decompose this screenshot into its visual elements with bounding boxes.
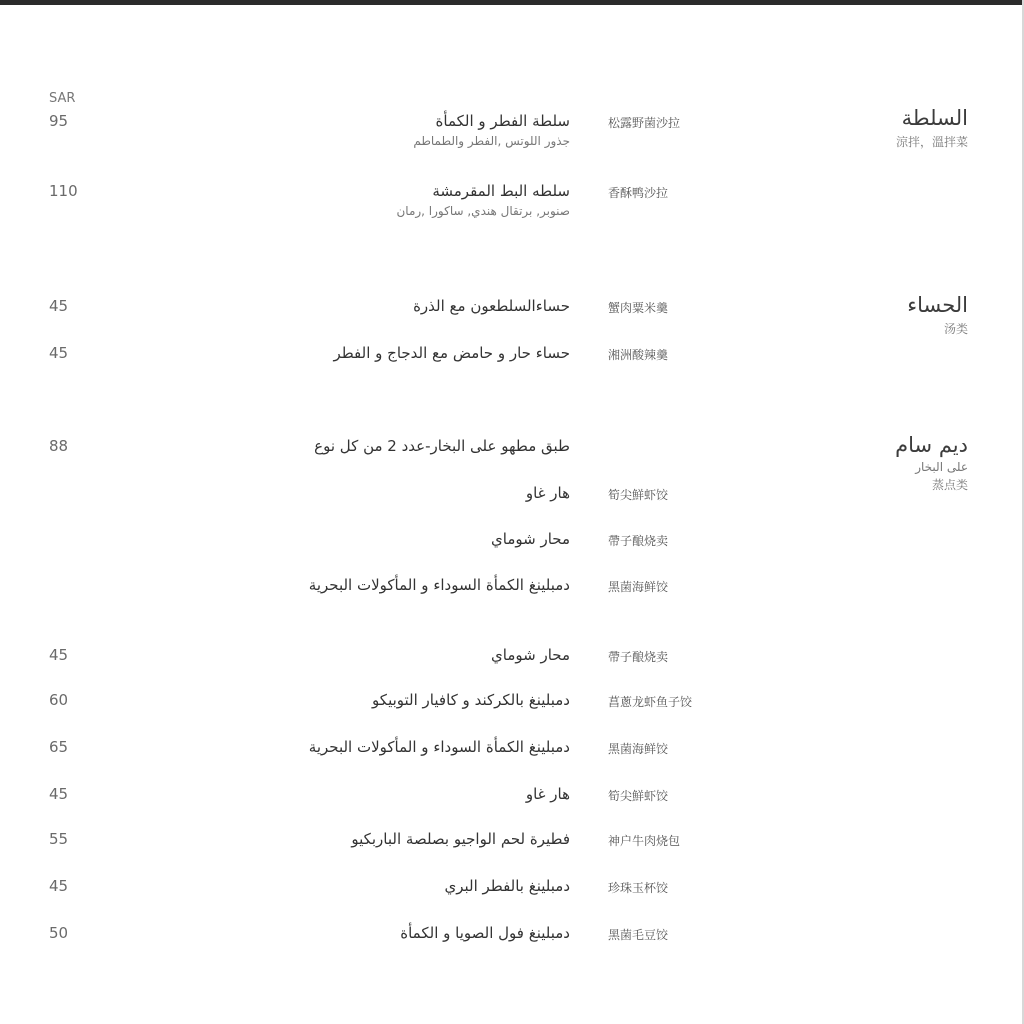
item-price: 45 <box>49 344 69 362</box>
item-description: جذور اللوتس ,الفطر والطماطم <box>413 134 570 148</box>
item-price: 45 <box>49 646 69 664</box>
item-name: دمبلينغ الكمأة السوداء و المأكولات البحرية <box>308 738 570 756</box>
item-chinese-name: 珍珠玉杯饺 <box>608 881 669 895</box>
item-price: 45 <box>49 785 69 803</box>
menu-item <box>0 484 1024 510</box>
item-description: صنوبر, برتقال هندي, ساكورا ,رمان <box>396 204 570 218</box>
menu-item <box>0 344 1024 370</box>
item-price: 60 <box>49 691 69 709</box>
item-chinese-name: 松露野菌沙拉 <box>608 116 681 130</box>
item-chinese-name: 帶子酿烧卖 <box>608 534 669 548</box>
menu-item <box>0 877 1024 903</box>
item-chinese-name: 湘洲酸辣羹 <box>608 348 669 362</box>
menu-item <box>0 297 1024 323</box>
menu-item <box>0 830 1024 856</box>
item-name: دمبلينغ فول الصويا و الكمأة <box>400 924 570 942</box>
menu-item <box>0 646 1024 672</box>
item-chinese-name: 神户牛肉烧包 <box>608 834 681 848</box>
item-name: دمبلينغ بالفطر البري <box>444 877 570 895</box>
item-name: محار شوماي <box>491 530 570 548</box>
item-price: 110 <box>49 182 78 200</box>
item-name: هار غاو <box>525 484 570 502</box>
item-price: 95 <box>49 112 69 130</box>
item-chinese-name: 黑菌毛豆饺 <box>608 928 669 942</box>
item-name: حساءالسلطعون مع الذرة <box>413 297 570 315</box>
menu-item <box>0 738 1024 764</box>
category-subtitle: على البخار <box>915 460 968 474</box>
item-name: فطيرة لحم الواجيو بصلصة الباربكيو <box>351 830 570 848</box>
item-name: سلطه البط المقرمشة <box>432 182 570 200</box>
item-chinese-name: 筍尖鮮虾饺 <box>608 789 669 803</box>
menu-item <box>0 182 1024 218</box>
item-name: حساء حار و حامض مع الدجاج و الفطر <box>333 344 570 362</box>
item-name: محار شوماي <box>491 646 570 664</box>
item-price: 45 <box>49 877 69 895</box>
menu-item <box>0 924 1024 950</box>
menu-item <box>0 437 1024 463</box>
item-chinese-name: 黑菌海鲜饺 <box>608 742 669 756</box>
category-subtitle: 涼拌，溫拌菜 <box>895 135 968 149</box>
item-name: سلطة الفطر و الكمأة <box>435 112 570 130</box>
item-chinese-name: 黑菌海鲜饺 <box>608 580 669 594</box>
item-chinese-name: 筍尖鮮虾饺 <box>608 488 669 502</box>
item-chinese-name: 蟹肉粟米羹 <box>608 301 669 315</box>
item-price: 88 <box>49 437 69 455</box>
category-title: ديم سام <box>895 433 968 457</box>
item-chinese-name: 帶子酿烧卖 <box>608 650 669 664</box>
item-chinese-name: 香酥鸭沙拉 <box>608 186 669 200</box>
item-chinese-name: 菖蔥龙虾鱼子饺 <box>608 695 693 709</box>
item-price: 50 <box>49 924 69 942</box>
item-name: طبق مطهو على البخار-عدد 2 من كل نوع <box>314 437 570 455</box>
item-name: دمبلينغ بالكركند و كافيار التوبيكو <box>372 691 570 709</box>
item-name: هار غاو <box>525 785 570 803</box>
item-price: 45 <box>49 297 69 315</box>
category-title: الحساء <box>907 293 968 317</box>
menu-item <box>0 576 1024 602</box>
category-subtitle: 汤类 <box>943 322 968 336</box>
category-title: السلطة <box>901 106 968 130</box>
category-subtitle: 蒸点类 <box>931 478 968 492</box>
item-name: دمبلينغ الكمأة السوداء و المأكولات البحرية <box>308 576 570 594</box>
currency-label: SAR <box>49 91 76 106</box>
item-price: 65 <box>49 738 69 756</box>
menu-item <box>0 785 1024 811</box>
item-price: 55 <box>49 830 69 848</box>
menu-item <box>0 530 1024 556</box>
menu-item <box>0 691 1024 717</box>
